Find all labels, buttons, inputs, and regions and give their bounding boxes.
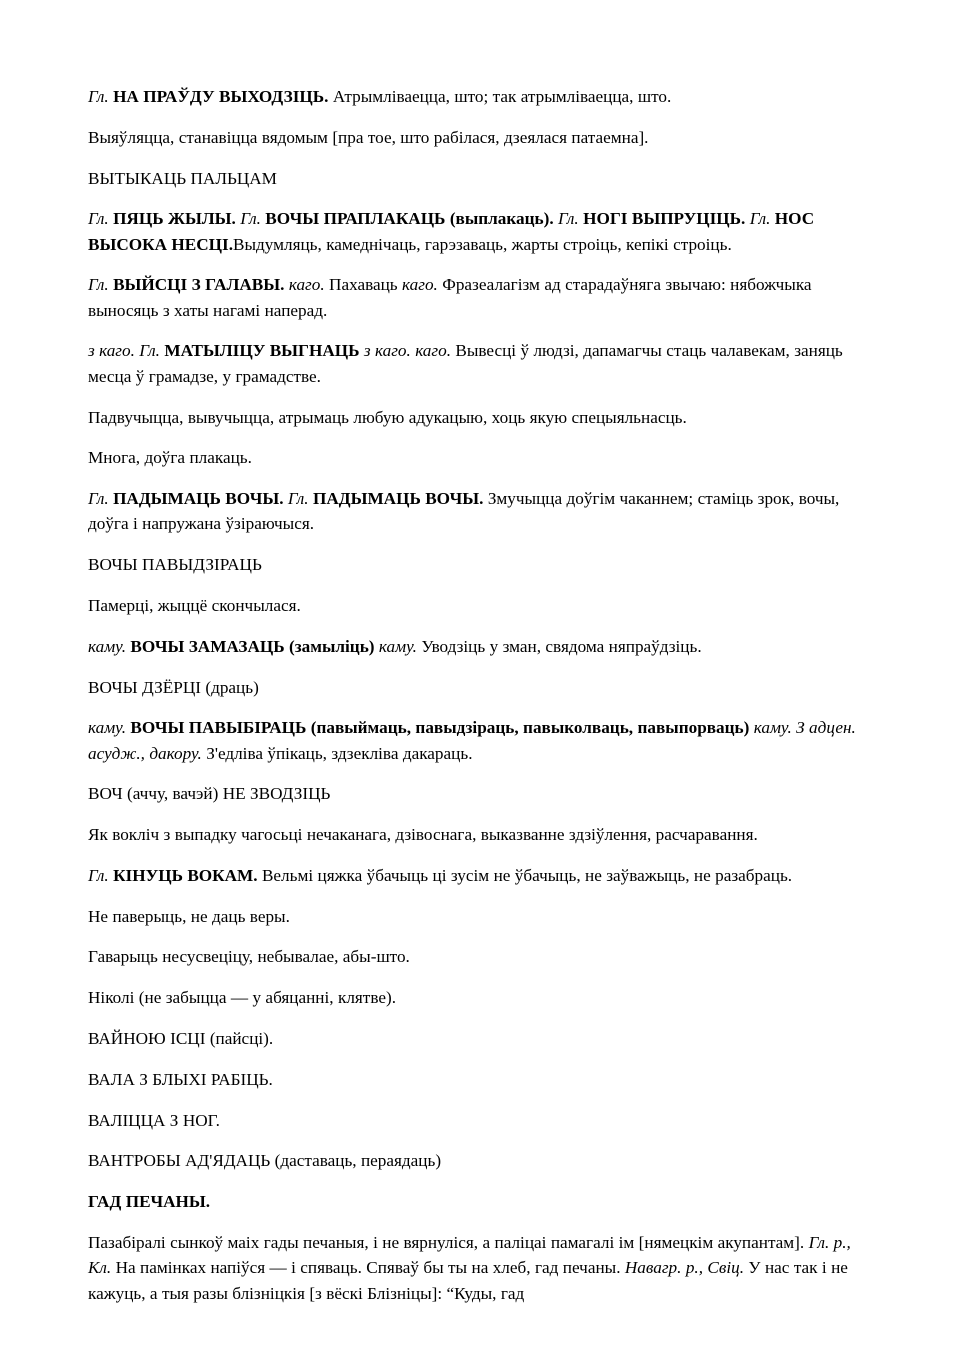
- dictionary-entry: [88, 166, 868, 191]
- entry-text-run: Гл.: [745, 209, 775, 229]
- entry-text-run: ВОЧЫ ЗАМАЗАЦЬ (замыліць): [126, 636, 375, 656]
- entry-text-run: каго.: [402, 275, 438, 295]
- dictionary-entry: [88, 1026, 868, 1051]
- entry-text-run: Як вокліч з выпадку чагосьці нечаканага, дзівоснага, выказванне здзіўлення, расчаравання.: [88, 825, 758, 845]
- entry-text-run: Ніколі (не забыцца — у абяцанні, клятве).: [88, 988, 396, 1008]
- entry-text-run: Падвучыцца, вывучыцца, атрымаць любую адукацыю, хоць якую спецыяльнасць.: [88, 407, 687, 427]
- dictionary-entry: [88, 904, 868, 929]
- entry-text-run: НОГІ ВЫПРУЦІЦЬ.: [583, 209, 746, 229]
- entry-text-run: ВАЛІЦЦА З НОГ.: [88, 1110, 220, 1130]
- entry-text-run: Гл.: [88, 865, 114, 885]
- dictionary-entry: [88, 552, 868, 577]
- entry-text-run: ВОЧЫ ПРАПЛАКАЦЬ (выплакаць).: [265, 209, 554, 229]
- entry-text-run: Гл.: [88, 87, 114, 106]
- entry-text-run: Гл.: [283, 489, 313, 509]
- dictionary-entry: [88, 1230, 868, 1306]
- entry-text-run: Вельмі цяжка ўбачыць ці зусім не ўбачыць, не заўважыць, не разабраць.: [257, 865, 793, 885]
- entry-text-run: Гл.: [88, 209, 114, 229]
- entry-text-run: Змучыцца доўгім чаканнем; стаміць зрок, вочы, доўга і напружана ўзіраючыся.: [88, 489, 840, 534]
- dictionary-entry: [88, 206, 868, 257]
- entry-text-run: КІНУЦЬ ВОКАМ.: [113, 865, 258, 885]
- dictionary-entry: [88, 1189, 868, 1214]
- entry-text-run: з каго. Гл.: [88, 341, 165, 361]
- dictionary-entry: [88, 1148, 868, 1173]
- entry-text-run: каму.: [374, 636, 417, 656]
- entry-text-run: ВАНТРОБЫ АД'ЯДАЦЬ (даставаць, пераядаць): [88, 1151, 442, 1171]
- entry-text-run: На памінках напіўся — і спяваць. Спяваў бы ты на хлеб, гад печаны.: [111, 1258, 625, 1278]
- dictionary-entry: [88, 125, 868, 150]
- entry-text-run: Пазабіралі сынкоў маіх гады печаныя, і не вярнуліся, а паліцаі памагалі ім [нямецкім акупантам].: [88, 1232, 809, 1252]
- entry-text-run: У нас так і не кажуць, а тыя разы блізніцкія [з вёскі Блізніцы]: “Куды, гад: [88, 1258, 848, 1303]
- entry-text-run: З'едліва ўпікаць, здзекліва дакараць.: [201, 743, 473, 763]
- entry-text-run: Атрымліваецца, што; так атрымліваецца, што.: [328, 87, 672, 106]
- entry-text-run: Гл.: [88, 489, 114, 509]
- entry-text-run: ПЯЦЬ ЖЫЛЫ.: [113, 209, 236, 229]
- dictionary-entry: [88, 1108, 868, 1133]
- entry-text-run: Не паверыць, не даць веры.: [88, 906, 290, 926]
- dictionary-entry: [88, 1067, 868, 1092]
- entry-text-run: каму.: [88, 636, 127, 656]
- dictionary-entry: [88, 715, 868, 766]
- entry-text-run: ВЫЙСЦІ З ГАЛАВЫ.: [113, 275, 285, 295]
- entry-text-run: НОС ВЫСОКА НЕСЦІ.: [88, 209, 815, 254]
- dictionary-entry: [88, 593, 868, 618]
- entry-text-run: Фразеалагізм ад старадаўняга звычаю: нябожчыка выносяць з хаты нагамі наперад.: [88, 275, 812, 320]
- entry-text-run: ПАДЫМАЦЬ ВОЧЫ.: [113, 489, 284, 509]
- entry-text-run: ВОЧ (аччу, вачэй) НЕ ЗВОДЗІЦЬ: [88, 784, 331, 804]
- dictionary-entry: [88, 985, 868, 1010]
- entry-text-run: ВАЙНОЮ ІСЦІ (пайсці).: [88, 1029, 274, 1049]
- dictionary-entry: [88, 944, 868, 969]
- entry-text-run: ВОЧЫ ПАВЫБІРАЦЬ (павыймаць, павыдзіраць, павыколваць, павыпорваць): [126, 718, 750, 738]
- entry-text-run: Уводзіць у зман, свядома няпраўдзіць.: [416, 636, 702, 656]
- entry-text-run: каму.: [88, 718, 127, 738]
- entry-text-run: ГАД ПЕЧАНЫ.: [88, 1192, 211, 1212]
- entry-text-run: НА ПРАЎДУ ВЫХОДЗІЦЬ.: [113, 87, 329, 106]
- entry-text-run: Памерці, жыццё скончылася.: [88, 595, 301, 615]
- dictionary-entry: [88, 634, 868, 659]
- dictionary-entry: [88, 445, 868, 470]
- entry-text-run: ВАЛА З БЛЫХІ РАБІЦЬ.: [88, 1069, 273, 1089]
- entry-text-run: Вывесці ў людзі, дапамагчы стаць чалавекам, заняць месца ў грамадзе, у грамадстве.: [88, 341, 843, 386]
- dictionary-entry: [88, 405, 868, 430]
- entry-text-run: Гл. р., Кл.: [88, 1232, 851, 1278]
- entry-text-run: Пахаваць: [324, 275, 403, 295]
- entry-text-run: ПАДЫМАЦЬ ВОЧЫ.: [312, 489, 484, 509]
- entry-list: [88, 84, 868, 1306]
- entry-text-run: Навагр. р., Свіц.: [624, 1258, 745, 1278]
- entry-text-run: ВЫТЫКАЦЬ ПАЛЬЦАМ: [88, 168, 277, 188]
- dictionary-entry: [88, 863, 868, 888]
- entry-text-run: каму. З адцен. асудж., дакору.: [88, 718, 856, 763]
- entry-text-run: з каго. каго.: [359, 341, 451, 361]
- entry-text-run: Выяўляцца, станавіцца вядомым [пра тое, што рабілася, дзеялася патаемна].: [88, 127, 649, 147]
- entry-text-run: каго.: [284, 275, 325, 295]
- dictionary-entry: [88, 675, 868, 700]
- entry-text-run: ВОЧЫ ПАВЫДЗІРАЦЬ: [88, 555, 262, 575]
- dictionary-entry: [88, 822, 868, 847]
- entry-text-run: МАТЫЛІЦУ ВЫГНАЦЬ: [164, 341, 360, 361]
- entry-text-run: Гл.: [235, 209, 266, 229]
- entry-text-run: Многа, доўга плакаць.: [88, 448, 252, 468]
- dictionary-entry: [88, 781, 868, 806]
- dictionary-entry: [88, 272, 868, 323]
- dictionary-entry: [88, 486, 868, 537]
- entry-text-run: Гаварыць несусвеціцу, небывалае, абы-што.: [88, 947, 410, 967]
- dictionary-entry: [88, 84, 868, 109]
- entry-text-run: Гл.: [88, 275, 114, 295]
- entry-text-run: Выдумляць, камеднічаць, гарэзаваць, жарты строіць, кепікі строіць.: [233, 234, 732, 254]
- entry-text-run: Гл.: [553, 209, 584, 229]
- dictionary-entry: [88, 338, 868, 389]
- entry-text-run: ВОЧЫ ДЗЁРЦІ (драць): [88, 677, 259, 697]
